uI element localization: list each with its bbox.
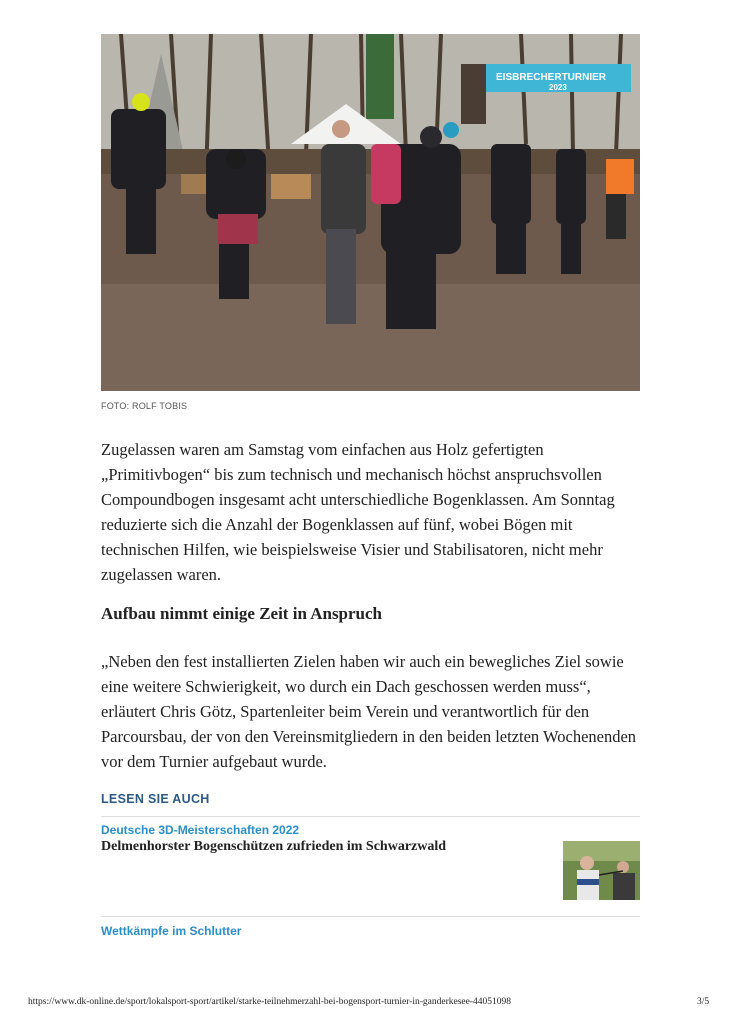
read-also-title[interactable]: Delmenhorster Bogenschützen zufrieden im Schwarzwald <box>101 839 447 854</box>
page-number: 3/5 <box>697 997 710 1007</box>
banner-text: EISBRECHERTURNIER <box>496 72 607 83</box>
divider <box>101 816 640 817</box>
archery-event-photo <box>101 34 640 391</box>
article-photo <box>101 34 640 391</box>
article-paragraph: Zugelassen waren am Samstag vom einfachen aus Holz gefertigten „Primitivbogen“ bis zum technisch und mechanisch höchst anspruchsvollen Compoundbogen insgesamt acht unterschiedliche Bogenklassen. Am Sonntag reduzierte sich die Anzahl der Bogenklassen auf fünf, wobei Bögen mit technischen Hilfen, wie beispielsweise Visier und Stabilisatoren, nicht mehr zugelassen waren. <box>101 440 615 584</box>
footer-url: https://www.dk-online.de/sport/lokalsport-sport/artikel/starke-teilnehmerzahl-bei-bogensport-turnier-in-ganderkesee-44051098 <box>28 997 512 1007</box>
banner-year: 2023 <box>549 83 567 92</box>
read-also-thumbnail[interactable] <box>563 841 640 900</box>
read-also-kicker[interactable]: Deutsche 3D-Meisterschaften 2022 <box>101 823 300 837</box>
read-also-label: LESEN SIE AUCH <box>101 792 210 806</box>
article-subheading: Aufbau nimmt einige Zeit in Anspruch <box>101 604 383 623</box>
read-also-kicker[interactable]: Wettkämpfe im Schlutter <box>101 924 242 938</box>
archers-thumbnail-image <box>563 841 640 900</box>
divider <box>101 916 640 917</box>
article-paragraph: „Neben den fest installierten Zielen haben wir auch ein bewegliches Ziel sowie eine weitere Schwierigkeit, wo durch ein Dach geschossen werden muss“, erläutert Chris Götz, Spartenleiter beim Verein und verantwortlich für den Parcoursbau, der von den Vereinsmitgliedern in den beiden letzten Wochenenden vor dem Turnier aufgebaut wurde. <box>101 652 637 771</box>
photo-caption: FOTO: ROLF TOBIS <box>101 401 188 411</box>
